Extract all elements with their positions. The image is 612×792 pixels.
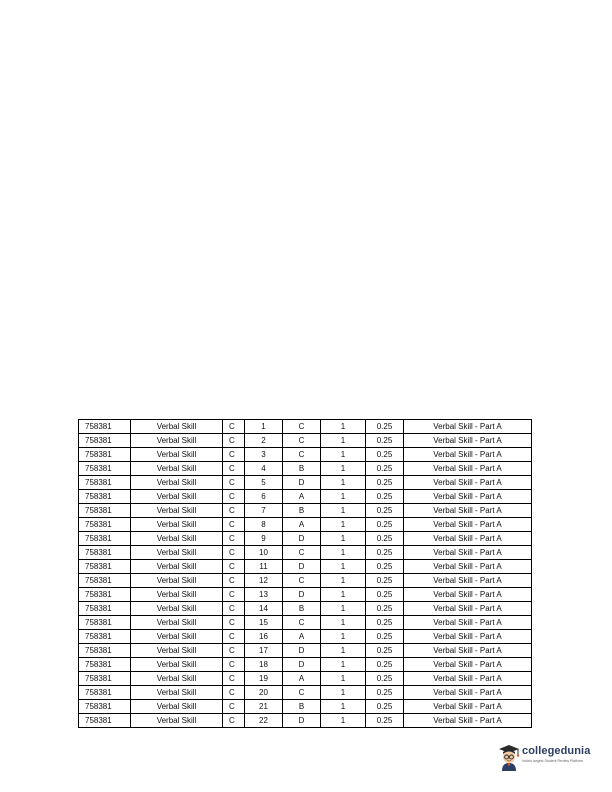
cell-negative-marks: 0.25 bbox=[366, 560, 404, 574]
cell-question-number: 20 bbox=[245, 686, 283, 700]
cell-subject: Verbal Skill bbox=[131, 700, 223, 714]
cell-negative-marks: 0.25 bbox=[366, 532, 404, 546]
cell-negative-marks: 0.25 bbox=[366, 672, 404, 686]
cell-negative-marks: 0.25 bbox=[366, 546, 404, 560]
cell-paper-id: 758381 bbox=[79, 490, 131, 504]
cell-paper-id: 758381 bbox=[79, 644, 131, 658]
cell-subject: Verbal Skill bbox=[131, 420, 223, 434]
logo-wordmark: collegedunia bbox=[522, 745, 591, 757]
cell-question-number: 11 bbox=[245, 560, 283, 574]
cell-question-number: 7 bbox=[245, 504, 283, 518]
cell-subject: Verbal Skill bbox=[131, 434, 223, 448]
cell-section: Verbal Skill - Part A bbox=[404, 532, 532, 546]
cell-paper-id: 758381 bbox=[79, 546, 131, 560]
cell-answer: D bbox=[283, 532, 321, 546]
cell-subject: Verbal Skill bbox=[131, 532, 223, 546]
table-row bbox=[79, 462, 532, 476]
cell-paper-id: 758381 bbox=[79, 476, 131, 490]
cell-marks: 1 bbox=[321, 532, 366, 546]
cell-question-number: 8 bbox=[245, 518, 283, 532]
cell-question-number: 19 bbox=[245, 672, 283, 686]
cell-subject: Verbal Skill bbox=[131, 490, 223, 504]
table-row bbox=[79, 602, 532, 616]
cell-set: C bbox=[223, 462, 245, 476]
cell-negative-marks: 0.25 bbox=[366, 700, 404, 714]
cell-answer: B bbox=[283, 504, 321, 518]
cell-question-number: 17 bbox=[245, 644, 283, 658]
cell-set: C bbox=[223, 560, 245, 574]
cell-answer: A bbox=[283, 672, 321, 686]
cell-subject: Verbal Skill bbox=[131, 630, 223, 644]
cell-marks: 1 bbox=[321, 546, 366, 560]
cell-marks: 1 bbox=[321, 700, 366, 714]
cell-answer: C bbox=[283, 574, 321, 588]
cell-paper-id: 758381 bbox=[79, 658, 131, 672]
cell-set: C bbox=[223, 672, 245, 686]
logo-tagline: India's largest Student Review Platform bbox=[522, 759, 583, 763]
cell-answer: C bbox=[283, 420, 321, 434]
cell-answer: C bbox=[283, 546, 321, 560]
cell-section: Verbal Skill - Part A bbox=[404, 588, 532, 602]
cell-section: Verbal Skill - Part A bbox=[404, 420, 532, 434]
cell-marks: 1 bbox=[321, 616, 366, 630]
table-row bbox=[79, 434, 532, 448]
table-row bbox=[79, 686, 532, 700]
table-row bbox=[79, 700, 532, 714]
cell-paper-id: 758381 bbox=[79, 518, 131, 532]
cell-set: C bbox=[223, 574, 245, 588]
table-row bbox=[79, 616, 532, 630]
cell-set: C bbox=[223, 700, 245, 714]
cell-section: Verbal Skill - Part A bbox=[404, 476, 532, 490]
table-row bbox=[79, 588, 532, 602]
cell-negative-marks: 0.25 bbox=[366, 476, 404, 490]
cell-subject: Verbal Skill bbox=[131, 504, 223, 518]
cell-marks: 1 bbox=[321, 476, 366, 490]
cell-subject: Verbal Skill bbox=[131, 644, 223, 658]
cell-answer: D bbox=[283, 560, 321, 574]
cell-marks: 1 bbox=[321, 518, 366, 532]
cell-set: C bbox=[223, 630, 245, 644]
cell-answer: C bbox=[283, 448, 321, 462]
cell-question-number: 15 bbox=[245, 616, 283, 630]
cell-subject: Verbal Skill bbox=[131, 588, 223, 602]
cell-section: Verbal Skill - Part A bbox=[404, 616, 532, 630]
cell-question-number: 1 bbox=[245, 420, 283, 434]
cell-section: Verbal Skill - Part A bbox=[404, 490, 532, 504]
cell-question-number: 18 bbox=[245, 658, 283, 672]
cell-paper-id: 758381 bbox=[79, 434, 131, 448]
answer-key-table bbox=[78, 419, 532, 728]
cell-paper-id: 758381 bbox=[79, 672, 131, 686]
cell-set: C bbox=[223, 588, 245, 602]
table-row bbox=[79, 532, 532, 546]
table-row bbox=[79, 504, 532, 518]
cell-answer: D bbox=[283, 588, 321, 602]
cell-negative-marks: 0.25 bbox=[366, 630, 404, 644]
cell-set: C bbox=[223, 546, 245, 560]
cell-marks: 1 bbox=[321, 560, 366, 574]
cell-subject: Verbal Skill bbox=[131, 448, 223, 462]
cell-section: Verbal Skill - Part A bbox=[404, 546, 532, 560]
cell-marks: 1 bbox=[321, 630, 366, 644]
cell-negative-marks: 0.25 bbox=[366, 490, 404, 504]
cell-marks: 1 bbox=[321, 504, 366, 518]
cell-section: Verbal Skill - Part A bbox=[404, 658, 532, 672]
cell-marks: 1 bbox=[321, 658, 366, 672]
cell-answer: C bbox=[283, 686, 321, 700]
table-row bbox=[79, 658, 532, 672]
cell-negative-marks: 0.25 bbox=[366, 714, 404, 728]
cell-question-number: 2 bbox=[245, 434, 283, 448]
cell-question-number: 4 bbox=[245, 462, 283, 476]
cell-question-number: 9 bbox=[245, 532, 283, 546]
cell-marks: 1 bbox=[321, 420, 366, 434]
cell-negative-marks: 0.25 bbox=[366, 434, 404, 448]
cell-set: C bbox=[223, 518, 245, 532]
cell-marks: 1 bbox=[321, 434, 366, 448]
cell-negative-marks: 0.25 bbox=[366, 602, 404, 616]
cell-paper-id: 758381 bbox=[79, 616, 131, 630]
cell-paper-id: 758381 bbox=[79, 602, 131, 616]
cell-paper-id: 758381 bbox=[79, 504, 131, 518]
table-row bbox=[79, 476, 532, 490]
cell-marks: 1 bbox=[321, 686, 366, 700]
cell-subject: Verbal Skill bbox=[131, 714, 223, 728]
cell-set: C bbox=[223, 616, 245, 630]
cell-question-number: 16 bbox=[245, 630, 283, 644]
cell-section: Verbal Skill - Part A bbox=[404, 672, 532, 686]
cell-answer: D bbox=[283, 714, 321, 728]
cell-negative-marks: 0.25 bbox=[366, 686, 404, 700]
cell-answer: B bbox=[283, 700, 321, 714]
cell-question-number: 12 bbox=[245, 574, 283, 588]
cell-question-number: 3 bbox=[245, 448, 283, 462]
cell-marks: 1 bbox=[321, 644, 366, 658]
graduate-mascot-icon bbox=[498, 743, 520, 771]
cell-question-number: 14 bbox=[245, 602, 283, 616]
cell-section: Verbal Skill - Part A bbox=[404, 518, 532, 532]
cell-question-number: 10 bbox=[245, 546, 283, 560]
cell-negative-marks: 0.25 bbox=[366, 644, 404, 658]
cell-set: C bbox=[223, 686, 245, 700]
cell-marks: 1 bbox=[321, 448, 366, 462]
cell-section: Verbal Skill - Part A bbox=[404, 560, 532, 574]
cell-marks: 1 bbox=[321, 672, 366, 686]
table-row bbox=[79, 672, 532, 686]
cell-paper-id: 758381 bbox=[79, 700, 131, 714]
cell-answer: A bbox=[283, 518, 321, 532]
cell-set: C bbox=[223, 420, 245, 434]
cell-section: Verbal Skill - Part A bbox=[404, 700, 532, 714]
cell-set: C bbox=[223, 448, 245, 462]
cell-set: C bbox=[223, 434, 245, 448]
cell-negative-marks: 0.25 bbox=[366, 448, 404, 462]
cell-paper-id: 758381 bbox=[79, 588, 131, 602]
table-row bbox=[79, 420, 532, 434]
cell-section: Verbal Skill - Part A bbox=[404, 602, 532, 616]
cell-section: Verbal Skill - Part A bbox=[404, 504, 532, 518]
cell-subject: Verbal Skill bbox=[131, 574, 223, 588]
cell-answer: B bbox=[283, 462, 321, 476]
cell-paper-id: 758381 bbox=[79, 714, 131, 728]
cell-negative-marks: 0.25 bbox=[366, 420, 404, 434]
cell-marks: 1 bbox=[321, 714, 366, 728]
cell-answer: C bbox=[283, 616, 321, 630]
cell-negative-marks: 0.25 bbox=[366, 616, 404, 630]
table-row bbox=[79, 490, 532, 504]
cell-answer: B bbox=[283, 602, 321, 616]
cell-negative-marks: 0.25 bbox=[366, 574, 404, 588]
cell-section: Verbal Skill - Part A bbox=[404, 434, 532, 448]
cell-negative-marks: 0.25 bbox=[366, 588, 404, 602]
table-row bbox=[79, 518, 532, 532]
cell-subject: Verbal Skill bbox=[131, 602, 223, 616]
cell-question-number: 5 bbox=[245, 476, 283, 490]
cell-marks: 1 bbox=[321, 490, 366, 504]
cell-set: C bbox=[223, 714, 245, 728]
cell-marks: 1 bbox=[321, 602, 366, 616]
table-row bbox=[79, 644, 532, 658]
cell-paper-id: 758381 bbox=[79, 686, 131, 700]
cell-subject: Verbal Skill bbox=[131, 560, 223, 574]
cell-answer: A bbox=[283, 490, 321, 504]
cell-section: Verbal Skill - Part A bbox=[404, 630, 532, 644]
cell-paper-id: 758381 bbox=[79, 560, 131, 574]
cell-negative-marks: 0.25 bbox=[366, 518, 404, 532]
cell-subject: Verbal Skill bbox=[131, 546, 223, 560]
cell-set: C bbox=[223, 658, 245, 672]
table-row bbox=[79, 630, 532, 644]
cell-section: Verbal Skill - Part A bbox=[404, 714, 532, 728]
cell-paper-id: 758381 bbox=[79, 448, 131, 462]
cell-subject: Verbal Skill bbox=[131, 476, 223, 490]
cell-question-number: 21 bbox=[245, 700, 283, 714]
cell-paper-id: 758381 bbox=[79, 420, 131, 434]
cell-section: Verbal Skill - Part A bbox=[404, 448, 532, 462]
cell-paper-id: 758381 bbox=[79, 532, 131, 546]
cell-paper-id: 758381 bbox=[79, 630, 131, 644]
cell-subject: Verbal Skill bbox=[131, 672, 223, 686]
cell-answer: A bbox=[283, 630, 321, 644]
cell-marks: 1 bbox=[321, 574, 366, 588]
cell-subject: Verbal Skill bbox=[131, 518, 223, 532]
cell-negative-marks: 0.25 bbox=[366, 658, 404, 672]
cell-answer: C bbox=[283, 434, 321, 448]
table-row bbox=[79, 560, 532, 574]
cell-subject: Verbal Skill bbox=[131, 658, 223, 672]
cell-paper-id: 758381 bbox=[79, 462, 131, 476]
cell-set: C bbox=[223, 644, 245, 658]
cell-set: C bbox=[223, 504, 245, 518]
cell-answer: D bbox=[283, 644, 321, 658]
cell-answer: D bbox=[283, 476, 321, 490]
table-row bbox=[79, 574, 532, 588]
cell-paper-id: 758381 bbox=[79, 574, 131, 588]
cell-negative-marks: 0.25 bbox=[366, 504, 404, 518]
cell-marks: 1 bbox=[321, 588, 366, 602]
cell-marks: 1 bbox=[321, 462, 366, 476]
cell-set: C bbox=[223, 476, 245, 490]
cell-set: C bbox=[223, 490, 245, 504]
cell-subject: Verbal Skill bbox=[131, 686, 223, 700]
cell-subject: Verbal Skill bbox=[131, 462, 223, 476]
cell-subject: Verbal Skill bbox=[131, 616, 223, 630]
cell-section: Verbal Skill - Part A bbox=[404, 574, 532, 588]
cell-question-number: 13 bbox=[245, 588, 283, 602]
cell-section: Verbal Skill - Part A bbox=[404, 686, 532, 700]
cell-set: C bbox=[223, 602, 245, 616]
table-row bbox=[79, 546, 532, 560]
cell-question-number: 22 bbox=[245, 714, 283, 728]
cell-answer: D bbox=[283, 658, 321, 672]
table-row bbox=[79, 714, 532, 728]
answer-key-rows bbox=[79, 420, 532, 728]
cell-section: Verbal Skill - Part A bbox=[404, 462, 532, 476]
table-row bbox=[79, 448, 532, 462]
cell-section: Verbal Skill - Part A bbox=[404, 644, 532, 658]
cell-negative-marks: 0.25 bbox=[366, 462, 404, 476]
collegedunia-logo bbox=[492, 740, 610, 774]
cell-question-number: 6 bbox=[245, 490, 283, 504]
cell-set: C bbox=[223, 532, 245, 546]
